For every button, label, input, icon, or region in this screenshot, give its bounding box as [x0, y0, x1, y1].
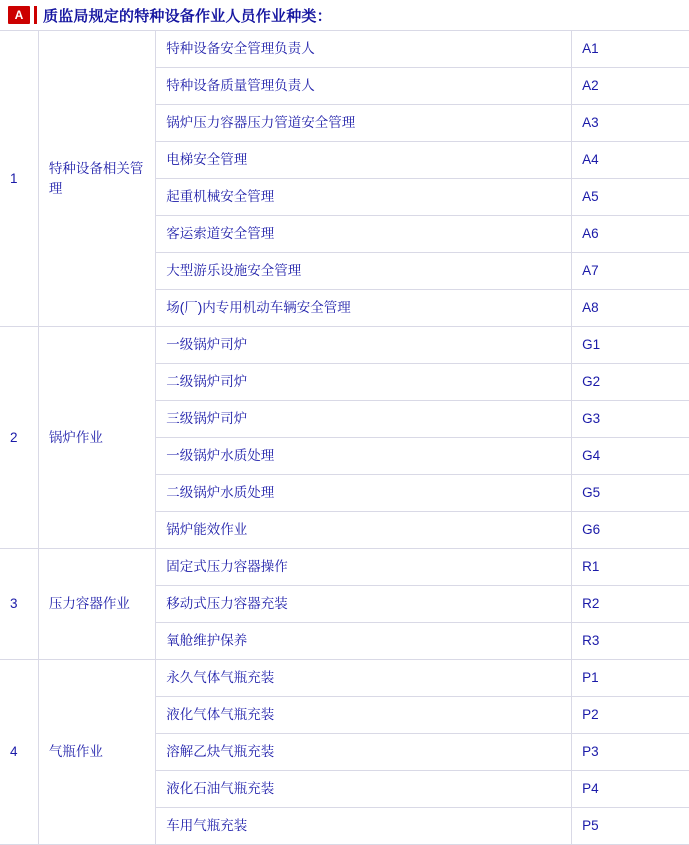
table-row [0, 327, 689, 364]
item-code-cell: P4 [572, 771, 689, 808]
item-code-cell: P5 [572, 808, 689, 845]
item-code-cell: A7 [572, 253, 689, 290]
group-index-cell: 2 [0, 327, 38, 549]
group-index-cell: 3 [0, 549, 38, 660]
table-row [0, 31, 689, 68]
item-code-cell: A3 [572, 105, 689, 142]
group-name-cell: 锅炉作业 [38, 327, 155, 549]
table-row [0, 549, 689, 586]
item-code-cell: A6 [572, 216, 689, 253]
header-accent-bar [34, 6, 37, 24]
item-code-cell: R1 [572, 549, 689, 586]
item-code-cell: A2 [572, 68, 689, 105]
item-name-cell: 起重机械安全管理 [156, 179, 572, 216]
section-badge: A [8, 6, 30, 24]
group-name-cell: 压力容器作业 [38, 549, 155, 660]
item-code-cell: G5 [572, 475, 689, 512]
item-name-cell: 电梯安全管理 [156, 142, 572, 179]
item-name-cell: 一级锅炉水质处理 [156, 438, 572, 475]
occupation-category-table [0, 30, 689, 845]
item-name-cell: 二级锅炉司炉 [156, 364, 572, 401]
item-code-cell: G1 [572, 327, 689, 364]
item-code-cell: P3 [572, 734, 689, 771]
item-code-cell: G3 [572, 401, 689, 438]
item-code-cell: A5 [572, 179, 689, 216]
item-code-cell: A1 [572, 31, 689, 68]
item-name-cell: 溶解乙炔气瓶充装 [156, 734, 572, 771]
item-name-cell: 特种设备质量管理负责人 [156, 68, 572, 105]
item-code-cell: G4 [572, 438, 689, 475]
item-name-cell: 永久气体气瓶充装 [156, 660, 572, 697]
item-code-cell: A4 [572, 142, 689, 179]
item-name-cell: 液化石油气瓶充装 [156, 771, 572, 808]
item-code-cell: P1 [572, 660, 689, 697]
table-row [0, 660, 689, 697]
item-name-cell: 移动式压力容器充装 [156, 586, 572, 623]
item-name-cell: 场(厂)内专用机动车辆安全管理 [156, 290, 572, 327]
item-name-cell: 大型游乐设施安全管理 [156, 253, 572, 290]
item-name-cell: 锅炉能效作业 [156, 512, 572, 549]
item-name-cell: 特种设备安全管理负责人 [156, 31, 572, 68]
item-code-cell: G2 [572, 364, 689, 401]
item-name-cell: 液化气体气瓶充装 [156, 697, 572, 734]
item-name-cell: 固定式压力容器操作 [156, 549, 572, 586]
item-name-cell: 氧舱维护保养 [156, 623, 572, 660]
group-index-cell: 1 [0, 31, 38, 327]
item-code-cell: P2 [572, 697, 689, 734]
group-name-cell: 特种设备相关管理 [38, 31, 155, 327]
item-name-cell: 车用气瓶充装 [156, 808, 572, 845]
item-code-cell: G6 [572, 512, 689, 549]
item-code-cell: R2 [572, 586, 689, 623]
item-code-cell: A8 [572, 290, 689, 327]
item-name-cell: 一级锅炉司炉 [156, 327, 572, 364]
group-index-cell: 4 [0, 660, 38, 845]
page-title: 质监局规定的特种设备作业人员作业种类： [43, 7, 332, 25]
item-name-cell: 三级锅炉司炉 [156, 401, 572, 438]
section-header [0, 0, 689, 30]
item-name-cell: 客运索道安全管理 [156, 216, 572, 253]
table-body [0, 31, 689, 845]
item-name-cell: 二级锅炉水质处理 [156, 475, 572, 512]
group-name-cell: 气瓶作业 [38, 660, 155, 845]
item-code-cell: R3 [572, 623, 689, 660]
item-name-cell: 锅炉压力容器压力管道安全管理 [156, 105, 572, 142]
